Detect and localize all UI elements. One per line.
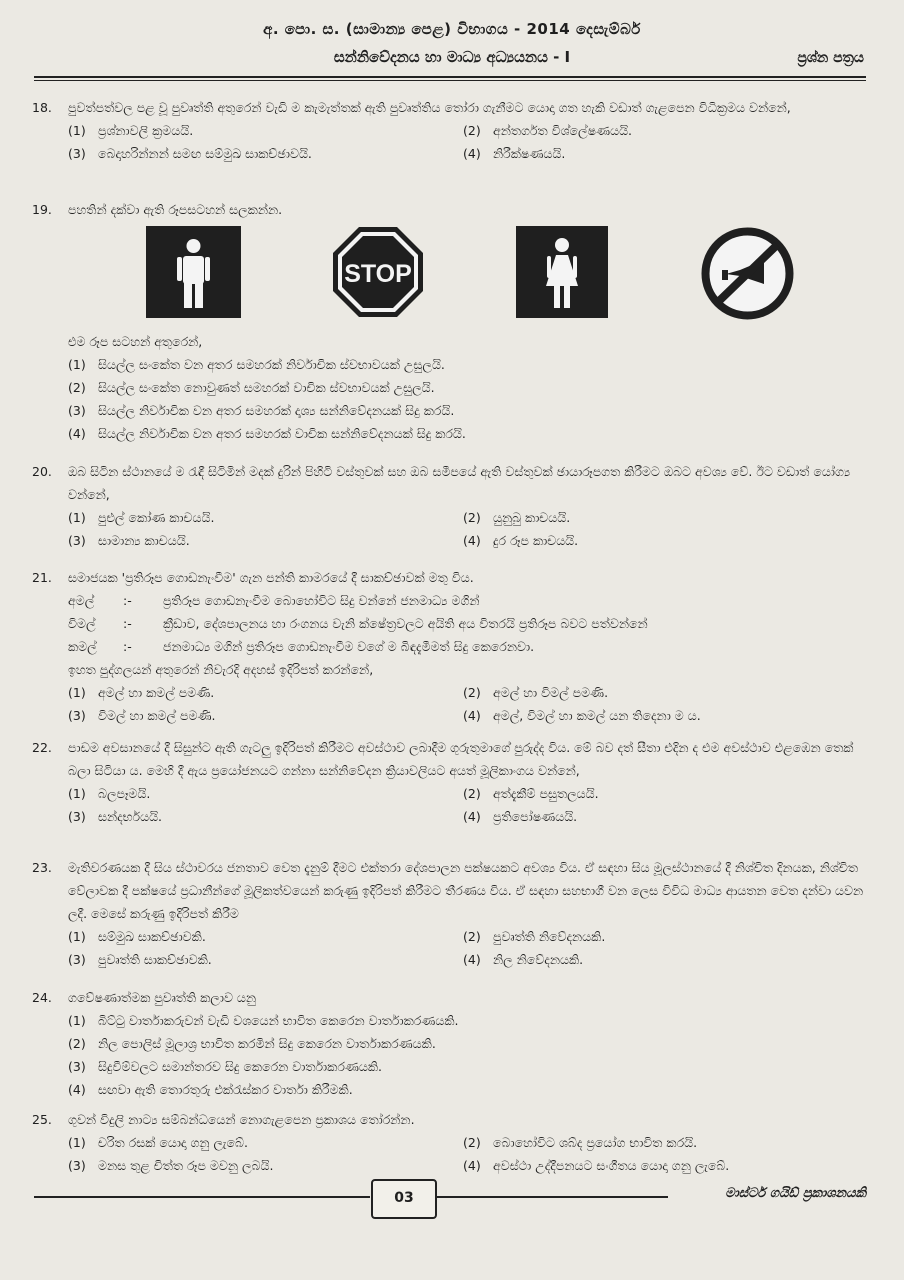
- statement-vimal: [68, 612, 872, 635]
- question-number: 22.: [32, 740, 52, 755]
- question-21: [32, 566, 872, 727]
- option-2: [463, 119, 858, 142]
- option-number: (2): [463, 1135, 481, 1150]
- question-text: පහතින් දක්වා ඇති රූපසටහන් සලකන්න.: [68, 202, 283, 217]
- paper-type: ප්‍රශ්න පත්‍රය: [797, 50, 864, 66]
- question-number: 24.: [32, 990, 52, 1005]
- option-1: [68, 506, 463, 529]
- options: [68, 681, 872, 727]
- option-number: (4): [463, 708, 481, 723]
- option-1: [68, 353, 872, 376]
- option-number: (3): [68, 809, 86, 824]
- option-text: බොහෝවිට ශබ්ද ප්‍රයෝග භාවිත කරයි.: [493, 1135, 698, 1150]
- option-number: (1): [68, 1013, 86, 1028]
- options: [68, 119, 872, 165]
- option-number: (1): [68, 786, 86, 801]
- option-text: බෙදාහරින්නන් සමඟ සම්මුඛ සාකච්ඡාවයි.: [98, 146, 312, 161]
- option-number: (3): [68, 708, 86, 723]
- options: [68, 782, 872, 828]
- option-number: (1): [68, 929, 86, 944]
- exam-title: අ. පො. ස. (සාමාන්‍ය පෙළ) විභාගය - 2014 දෙසැම්බර්: [263, 20, 641, 38]
- question-number: 23.: [32, 860, 52, 875]
- question-number: 21.: [32, 570, 52, 585]
- man-toilet-sign-icon: [146, 226, 241, 318]
- option-number: (4): [463, 146, 481, 161]
- option-3: [68, 142, 463, 165]
- option-text: සියල්ල සංකේත නොවුණත් සමහරක් වාචික ස්වභාවයක් උසුලයි.: [98, 380, 435, 395]
- question-number: 20.: [32, 464, 52, 479]
- question-text: ඔබ සිටින ස්ථානයේ ම රැඳී සිටිමින් මදක් දුරින් පිහිටි වස්තුවක් සහ ඔබ සමීපයේ ඇති වස්තුවක් ඡායාරූපගත කිරීමට ඔබට අවශ්‍ය වේ. ඊට වඩාත් යෝග්‍ය වන්නේ,: [68, 464, 851, 502]
- option-number: (2): [463, 510, 481, 525]
- option-number: (3): [68, 146, 86, 161]
- question-number: 18.: [32, 100, 52, 115]
- option-2: [463, 506, 858, 529]
- separator: :-: [123, 616, 132, 631]
- option-1: [68, 1009, 872, 1032]
- option-text: සඟවා ඇති තොරතුරු එක්රැස්කර වාර්තා කිරීමකි.: [98, 1082, 353, 1097]
- stop-sign-icon: [332, 226, 424, 318]
- option-4: [463, 1154, 858, 1177]
- option-number: (2): [68, 1036, 86, 1051]
- statement-text: ජනමාධ්‍ය මගින් ප්‍රතිරූප ගොඩනැංවීම වගේ ම බිඳදැමීමත් සිදු කෙරෙනවා.: [163, 639, 535, 654]
- option-text: සියල්ල සංකේත වන අතර සමහරක් නිර්වාචික ස්වභාවයක් උසුලයි.: [98, 357, 445, 372]
- option-2: [463, 925, 858, 948]
- option-1: [68, 1131, 463, 1154]
- option-2: [463, 681, 858, 704]
- question-text: ගුවන් විදුලි නාට්‍ය සම්බන්ධයෙන් නොගැළපෙන ප්‍රකාශය තෝරන්න.: [68, 1112, 415, 1127]
- option-number: (1): [68, 685, 86, 700]
- woman-toilet-sign-icon: [516, 226, 608, 318]
- option-1: [68, 119, 463, 142]
- option-4: [463, 948, 858, 971]
- question-23: [32, 856, 872, 971]
- question-19: [32, 198, 872, 221]
- option-number: (4): [68, 426, 86, 441]
- option-3: [68, 948, 463, 971]
- option-1: [68, 681, 463, 704]
- header-divider: [34, 76, 866, 81]
- option-text: ප්‍රතිපෝෂණයයි.: [493, 809, 578, 824]
- options: [68, 506, 872, 552]
- option-text: නිල පොලිස් මූලාශ්‍ර භාවිත කරමින් සිදු කෙරෙන වාර්තාකරණයකි.: [98, 1036, 436, 1051]
- statement-text: ක්‍රීඩාව, දේශපාලනය හා රංගනය වැනි ක්ෂේත්‍රවලට අයිති අය විතරයි ප්‍රතිරූප බවට පත්වන්නේ: [163, 616, 648, 631]
- option-text: පුවෘත්ති නිවේදනයකි.: [493, 929, 606, 944]
- question-22: [32, 736, 872, 828]
- option-4: [463, 704, 858, 727]
- option-text: සම්මුඛ සාකච්ඡාවකි.: [98, 929, 206, 944]
- option-number: (4): [463, 809, 481, 824]
- option-number: (1): [68, 357, 86, 372]
- question-20: [32, 460, 872, 552]
- option-number: (2): [68, 380, 86, 395]
- option-2: [68, 1032, 872, 1055]
- speaker-name: කමල්: [68, 639, 97, 654]
- option-3: [68, 399, 872, 422]
- option-text: ප්‍රශ්නාවලි ක්‍රමයයි.: [98, 123, 194, 138]
- option-number: (3): [68, 403, 86, 418]
- separator: :-: [123, 593, 132, 608]
- option-number: (1): [68, 510, 86, 525]
- option-2: [463, 782, 858, 805]
- option-number: (3): [68, 1158, 86, 1173]
- option-3: [68, 529, 463, 552]
- question-text: මැතිවරණයක දී සිය ස්ථාවරය ජනතාව වෙත දැනුම් දීමට එක්තරා දේශපාලන පක්ෂයකට අවශ්‍ය විය. ඒ සඳහා සිය මූලස්ථානයේ දී නිශ්චිත දිනයක, නිශ්චිත වේලාවක දී පක්ෂයේ ප්‍රධානීන්ගේ මූලිකත්වයෙන් කරුණු ඉදිරිපත් කිරීමට තීරණය විය. ඒ සඳහා සහභාගී වන ලෙස විවිධ මාධ්‍ය ආයතන වෙත දන්වා යවන ලදී. මෙසේ කරුණු ඉදිරිපත් කිරීම: [68, 860, 864, 921]
- publisher-label: මාස්ටර් ගයිඩ් ප්‍රකාශනයකි: [725, 1186, 866, 1201]
- no-horn-sign-icon: [700, 226, 795, 321]
- option-number: (1): [68, 123, 86, 138]
- options: [68, 1009, 872, 1101]
- option-text: අමල්, විමල් හා කමල් යන තිදෙනා ම ය.: [493, 708, 701, 723]
- option-3: [68, 1154, 463, 1177]
- option-number: (2): [463, 786, 481, 801]
- option-2: [463, 1131, 858, 1154]
- sign-images: [146, 226, 826, 322]
- subject-title: සන්නිවේදනය හා මාධ්‍ය අධ්‍යයනය - I: [333, 48, 571, 66]
- option-text: අමල් හා කමල් පමණි.: [98, 685, 215, 700]
- option-3: [68, 704, 463, 727]
- option-number: (3): [68, 533, 86, 548]
- option-number: (2): [463, 929, 481, 944]
- option-text: සිදුවීම්වලට සමාන්තරව සිදු කෙරෙන වාර්තාකරණයකි.: [98, 1059, 383, 1074]
- option-text: පුවෘත්ති සාකච්ඡාවකි.: [98, 952, 212, 967]
- option-4: [463, 529, 858, 552]
- statement-amal: [68, 589, 872, 612]
- question-24: [32, 986, 872, 1101]
- speaker-name: අමල්: [68, 593, 95, 608]
- option-text: සන්දර්භයයි.: [98, 809, 163, 824]
- option-3: [68, 805, 463, 828]
- question-25: [32, 1108, 872, 1177]
- question-text: පාඩම අවසානයේ දී සිසුන්ට ඇති ගැටලු ඉදිරිපත් කිරීමට අවස්ථාව ලබාදීම ගුරුතුමාගේ පුරුද්ද විය. මේ බව දත් සීතා එදින ද එම අවස්ථාව එළඹෙන තෙක් බලා සිටියා ය. මෙහි දී ඇය ප්‍රයෝජනයට ගන්නා සන්නිවේදන ක්‍රියාවලියට අයත් මූලිකාංගය වන්නේ,: [68, 740, 854, 778]
- option-text: නිල නිවේදනයකි.: [493, 952, 584, 967]
- option-text: මනස තුළ චිත්‍ත රූප මවනු ලබයි.: [98, 1158, 274, 1173]
- statement-text: ප්‍රතිරූප ගොඩනැංවීම බොහෝවිට සිදු වන්නේ ජනමාධ්‍ය මගින්: [163, 593, 480, 608]
- question-text: සමාජයක 'ප්‍රතිරූප ගොඩනැංවීම' ගැන පන්ති කාමරයේ දී සාකච්ඡාවක් මතු විය.: [68, 570, 474, 585]
- option-text: බලපෑමයි.: [98, 786, 151, 801]
- option-text: සියල්ල නිර්වාචික වන අතර සමහරක් වාචික සන්නිවේදනයක් සිදු කරයි.: [98, 426, 466, 441]
- option-text: නිරීක්ෂණයයි.: [493, 146, 566, 161]
- option-number: (2): [463, 685, 481, 700]
- question-number: 25.: [32, 1112, 52, 1127]
- stop-sign-text: STOP: [344, 260, 412, 288]
- option-number: (2): [463, 123, 481, 138]
- page-number: 03: [371, 1179, 437, 1219]
- statement-kamal: [68, 635, 872, 658]
- option-text: චරිත රසක් යොදා ගනු ලැබේ.: [98, 1135, 248, 1150]
- option-4: [463, 805, 858, 828]
- question-text: ගවේෂණාත්මක පුවෘත්ති කලාව යනු: [68, 990, 257, 1005]
- question-number: 19.: [32, 202, 52, 217]
- option-text: සියල්ල නිර්වාචික වන අතර සමහරක් දෘශ්‍ය සන්නිවේදනයක් සිදු කරයි.: [98, 403, 455, 418]
- option-number: (4): [463, 952, 481, 967]
- options: [68, 925, 872, 971]
- option-text: අන්තර්ගත විශ්ලේෂණයයි.: [493, 123, 633, 138]
- separator: :-: [123, 639, 132, 654]
- option-number: (3): [68, 1059, 86, 1074]
- option-text: බිට්ටු වාර්තාකරුවන් වැඩි වශයෙන් භාවිත කෙරෙන වාර්තාකරණයකි.: [98, 1013, 459, 1028]
- option-3: [68, 1055, 872, 1078]
- footer-rule-right: [436, 1196, 668, 1198]
- question-lead: ඉහත පුද්ගලයන් අතුරෙන් නිවැරදි අදහස් ඉදිරිපත් කරන්නේ,: [68, 662, 374, 677]
- option-1: [68, 925, 463, 948]
- question-lead: එම රූප සටහන් අතුරෙන්,: [68, 334, 203, 349]
- option-number: (4): [68, 1082, 86, 1097]
- options: [68, 1131, 872, 1177]
- option-text: සාමාන්‍ය කාචයයි.: [98, 533, 190, 548]
- option-2: [68, 376, 872, 399]
- option-text: පුළුල් කෝණ කාචයයි.: [98, 510, 215, 525]
- option-number: (4): [463, 1158, 481, 1173]
- option-4: [463, 142, 858, 165]
- option-number: (3): [68, 952, 86, 967]
- option-text: අත්දැකීම් පසුතලයයි.: [493, 786, 599, 801]
- options: [68, 353, 872, 445]
- option-number: (1): [68, 1135, 86, 1150]
- option-number: (4): [463, 533, 481, 548]
- footer-rule-left: [34, 1196, 370, 1198]
- option-text: යුනුබු කාචයයි.: [493, 510, 571, 525]
- speaker-name: විමල්: [68, 616, 96, 631]
- option-text: අවස්ථා උද්දීපනයට සංගීතය යොදා ගනු ලැබේ.: [493, 1158, 730, 1173]
- option-text: අමල් හා විමල් පමණි.: [493, 685, 609, 700]
- question-19-options: [32, 330, 872, 445]
- option-4: [68, 422, 872, 445]
- question-text: පුවත්පත්වල පළ වූ පුවෘත්ති අතුරෙන් වැඩි ම කැමැත්තක් ඇති පුවෘත්තිය තෝරා ගැනීමට යොදා ගත හැකි වඩාත් ගැළපෙන විධික්‍රමය වන්නේ,: [68, 100, 791, 115]
- option-text: දුර රූප කාචයයි.: [493, 533, 579, 548]
- option-1: [68, 782, 463, 805]
- option-4: [68, 1078, 872, 1101]
- option-text: විමල් හා කමල් පමණි.: [98, 708, 216, 723]
- question-18: [32, 96, 872, 165]
